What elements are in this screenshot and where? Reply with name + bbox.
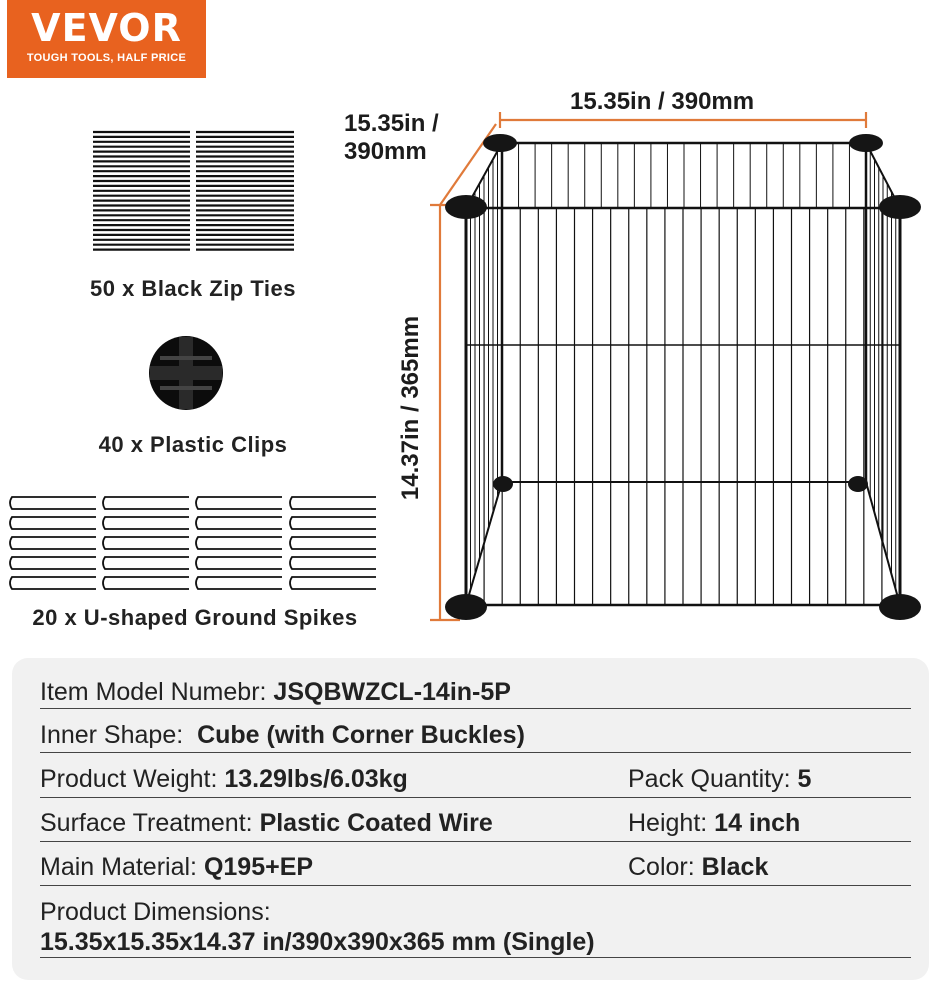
spec-row-material (40, 853, 911, 886)
spec-key: Inner Shape: (40, 721, 184, 749)
spec-key: Item Model Numebr: (40, 678, 267, 706)
brand-tagline: TOUGH TOOLS, HALF PRICE (26, 52, 187, 64)
spec-row-surface (40, 809, 911, 842)
spec-value: JSQBWZCL-14in-5P (273, 678, 511, 706)
width-dimension-label: 15.35in / 390mm (570, 88, 755, 115)
spec-value: 13.29lbs/6.03kg (224, 765, 408, 793)
depth-dimension-label-line1: 15.35in / (344, 110, 439, 137)
spec-value: 15.35x15.35x14.37 in/390x390x365 mm (Single) (40, 928, 595, 956)
spec-key: Surface Treatment: (40, 809, 253, 837)
dimension-lines (430, 112, 866, 620)
brand-name: VEVOR (31, 6, 182, 50)
height-dimension-text: 14.37in / 365mm (397, 315, 424, 500)
spec-value: Plastic Coated Wire (259, 809, 493, 837)
spec-row-shape (40, 721, 911, 753)
spec-value: Black (701, 853, 769, 881)
spec-key: Pack Quantity: (628, 765, 791, 793)
plastic-clips-label: 40 x Plastic Clips (98, 432, 288, 457)
pet-playpen-drawing (466, 143, 900, 605)
spec-key: Product Dimensions: (40, 898, 271, 926)
spec-value: 5 (797, 765, 812, 793)
spec-value: 14 inch (714, 809, 801, 837)
spec-key: Height: (628, 809, 708, 837)
depth-dimension-label-line2: 390mm (344, 138, 427, 165)
height-dimension-label (390, 290, 432, 525)
zip-ties-label: 50 x Black Zip Ties (90, 276, 296, 301)
ground-spikes-label: 20 x U-shaped Ground Spikes (32, 605, 358, 630)
zip-ties-icon (93, 132, 294, 250)
spec-row-dimensions (40, 897, 911, 958)
spec-value: Cube (with Corner Buckles) (197, 721, 525, 749)
plastic-clip-icon (149, 336, 223, 410)
ground-spikes-icon (10, 497, 376, 589)
spec-key: Product Weight: (40, 765, 218, 793)
spec-key: Color: (628, 853, 695, 881)
spec-row-weight (40, 765, 911, 798)
spec-value: Q195+EP (203, 853, 314, 881)
spec-row-model (40, 678, 911, 709)
spec-key: Main Material: (40, 853, 197, 881)
